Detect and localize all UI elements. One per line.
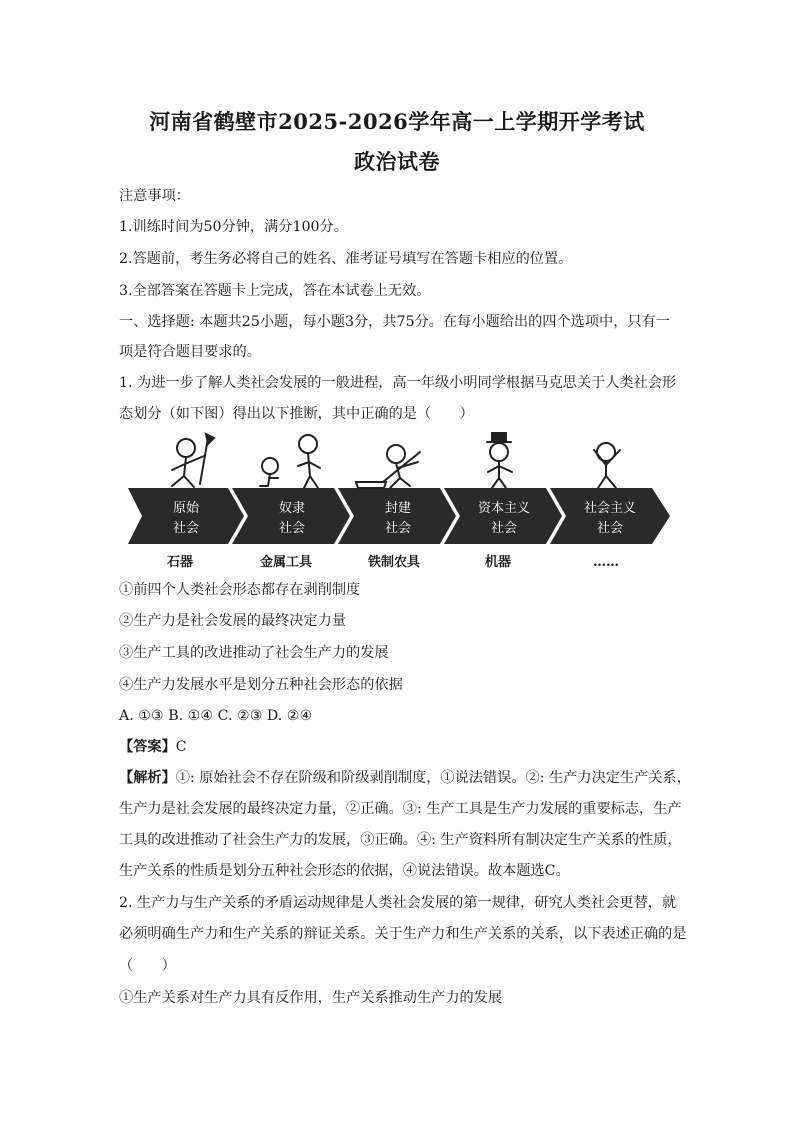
stage-feudal-label2: 社会 [384,521,412,536]
stage-slave-label2: 社会 [278,521,306,536]
q2-option: ①生产关系对生产力具有反作用，生产关系推动生产力的发展 [119,990,503,1006]
social-formation-diagram [128,432,672,572]
stage-feudal-label1: 封建 [384,501,412,516]
q1-analysis-line: 生产关系的性质是划分五种社会形态的依据，④说法错误。故本题选C。 [119,863,570,879]
stage-primitive-label2: 社会 [172,521,200,536]
q1-analysis-line: 生产力是社会发展的最终决定力量，②正确。③: 生产工具是生产力发展的重要标志，生产 [119,801,682,817]
q2-stem: 2. 生产力与生产关系的矛盾运动规律是人类社会发展的第一规律，研究人类社会更替，就 [119,895,677,911]
analysis-text: ①: 原始社会不存在阶级和阶级剥削制度，①说法错误。②: 生产力决定生产关系， [175,770,691,786]
stage-capitalist-label2: 社会 [490,521,518,536]
exam-subtitle: 政治试卷 [354,149,440,174]
stage-capitalist-label1: 资本主义 [477,501,531,516]
notice-item: 1.训练时间为50分钟，满分100分。 [119,219,348,235]
q1-analysis [119,768,691,788]
answer-value: C [175,739,187,755]
tool-label: 机器 [484,555,512,570]
tool-label: 铁制农具 [367,555,421,570]
q1-analysis-line: 工具的改进推动了社会生产力的发展，③正确。④: 生产资料所有制决定生产关系的性质， [119,832,682,848]
q1-option: ②生产力是社会发展的最终决定力量 [119,613,347,629]
tool-label: …… [593,555,619,570]
q1-stem-cont: 态划分（如下图）得出以下推断，其中正确的是（ ） [119,406,474,422]
notice-item: 2.答题前，考生务必将自己的姓名、准考证号填写在答题卡相应的位置。 [119,251,573,267]
notice-heading: 注意事项： [119,188,190,204]
exam-title: 河南省鹤壁市2025-2026学年高一上学期开学考试 [149,109,645,134]
tool-label: 石器 [166,555,194,570]
notice-item: 3.全部答案在答题卡上完成，答在本试卷上无效。 [119,283,431,299]
stage-primitive-label1: 原始 [172,501,200,516]
q1-stem: 1. 为进一步了解人类社会发展的一般进程，高一年级小明同学根据马克思关于人类社会形 [119,375,677,391]
tool-label: 金属工具 [259,555,313,570]
q1-option: ③生产工具的改进推动了社会生产力的发展 [119,645,389,661]
section-heading: 一、选择题: 本题共25小题，每小题3分，共75分。在每小题给出的四个选项中，只有一 [119,314,670,330]
q2-stem-cont: 必须明确生产力和生产关系的辩证关系。关于生产力和生产关系的关系，以下表述正确的是 [119,926,687,942]
stage-slave-label1: 奴隶 [278,501,306,516]
analysis-label: 【解析】 [119,770,176,786]
answer-label: 【答案】 [119,739,176,755]
figure-primitive-head [177,439,195,457]
q1-option: ④生产力发展水平是划分五种社会形态的依据 [119,677,403,693]
q2-stem-cont: （ ） [119,958,176,974]
stage-socialist-label2: 社会 [596,521,624,536]
stage-socialist-label1: 社会主义 [583,501,637,516]
social-formation-figure [128,432,672,572]
q1-option: ①前四个人类社会形态都存在剥削制度 [119,582,361,598]
q1-choices: A. ①③ B. ①④ C. ②③ D. ②④ [119,708,313,724]
q1-answer [119,737,679,757]
section-heading-cont: 项是符合题目要求的。 [119,344,261,360]
